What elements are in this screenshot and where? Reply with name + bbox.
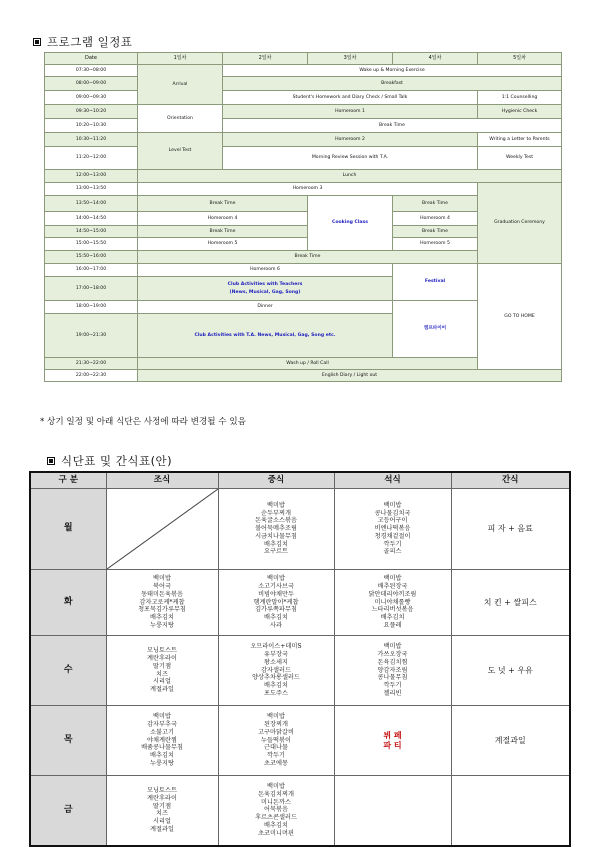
menu-item: 배추김치 (264, 821, 288, 829)
homeroom2-cell: Homeroom 2 (223, 133, 478, 147)
menu-item: 콩나물김치국 (374, 509, 411, 517)
break-time-cell: Break Time (138, 196, 308, 212)
menu-item: 백미밥 (153, 713, 171, 721)
menu-item: 양감자조림 (377, 666, 408, 674)
header-day1: 1일차 (138, 53, 223, 65)
time-cell: 12:00~13:00 (45, 170, 138, 183)
table-row (45, 77, 562, 91)
menu-item: 누룽지탕 (150, 759, 174, 767)
lunch-cell (218, 706, 334, 776)
menu-item: 배추김치 (150, 614, 174, 622)
snack-cell: 치 킨 + 쌀피스 (451, 570, 570, 636)
homeroom5-cell: Homeroom 5 (138, 238, 308, 251)
writing-letter-cell: Writing a Letter to Parents (478, 133, 562, 147)
time-cell: 22:00~22:30 (45, 370, 138, 382)
menu-item: 배쥼콩나물무침 (141, 744, 183, 752)
menu-item: 배추김치 (150, 752, 174, 760)
menu-item: 돈육김치찌개 (258, 790, 294, 798)
time-cell: 08:00~09:00 (45, 77, 138, 91)
menu-item: 요구르트 (264, 548, 288, 556)
table-row (30, 489, 570, 570)
table-row (45, 91, 562, 105)
menu-item: 고등어구이 (377, 517, 408, 525)
menu-item: 젤리빈 (383, 689, 402, 697)
table-row (45, 147, 562, 170)
menu-item: 뷔 페 (383, 729, 402, 740)
wash-up-cell: Wash up / Roll Call (138, 358, 478, 370)
menu-item: 파 티 (383, 739, 402, 750)
arrival-cell: Arrival (138, 65, 223, 105)
break-time-cell: Break Time (223, 119, 562, 133)
menu-item: 감자부추국 (147, 721, 177, 729)
table-row (45, 119, 562, 133)
header-lunch: 중식 (218, 472, 334, 489)
menu-item: 포도주스 (264, 689, 288, 697)
menu-item: 감자고로케*케찹 (139, 598, 185, 606)
menu-item: 미니돈까스 (261, 798, 291, 806)
table-row (45, 170, 562, 183)
homeroom3-cell: Homeroom 3 (138, 183, 478, 196)
menu-item: 골피스 (383, 548, 402, 556)
homework-cell: Student's Homework and Diary Check / Small Talk (223, 91, 478, 105)
menu-item: 양상추차롱샐러드 (252, 674, 300, 682)
breakfast-cell (106, 706, 218, 776)
orientation-cell: Orientation (138, 105, 223, 133)
menu-item: 배추된장국 (377, 583, 408, 591)
table-row (45, 65, 562, 77)
menu-item: 백미밥 (267, 501, 285, 509)
header-breakfast: 조식 (106, 472, 218, 489)
table-row (45, 370, 562, 382)
go-home-cell: GO TO HOME (478, 264, 562, 370)
time-cell: 19:00~21:30 (45, 314, 138, 358)
club-teachers-cell: Club Activities with Teachers (News, Musical, Gag, Song) (138, 277, 393, 301)
menu-item: 고구마닭갈비 (258, 728, 294, 736)
day-cell: 목 (30, 706, 106, 776)
table-row (30, 706, 570, 776)
menu-item: 순두부찌개 (261, 509, 291, 517)
dinner-cell: Dinner (138, 301, 393, 314)
menu-item: 백미밥 (267, 713, 285, 721)
dinner-cell (334, 706, 451, 776)
time-cell: 15:50~16:00 (45, 251, 138, 264)
dinner-cell (334, 489, 451, 570)
menu-item: 백미밥 (383, 643, 402, 651)
menu-item: 오므라이스+데미S (250, 643, 302, 651)
table-row (30, 636, 570, 706)
menu-item: 초코미니머핀 (258, 829, 294, 837)
campfire-cell: 캠프파이어 (393, 301, 478, 358)
homeroom5-cell: Homeroom 5 (393, 238, 478, 251)
menu-item: 동태미돈육볶음 (141, 590, 183, 598)
menu-item: 소고기사브국 (258, 583, 294, 591)
table-row (45, 264, 562, 277)
menu-item: 사과 (270, 621, 282, 629)
diagonal-line (107, 489, 218, 569)
menu-item: 치즈 (156, 810, 168, 818)
cooking-class-cell: Cooking Class (308, 196, 393, 251)
menu-item: 배추김치 (380, 614, 405, 622)
day-cell: 금 (30, 776, 106, 846)
menu-item: 치즈 (156, 670, 168, 678)
schedule-header-row (45, 53, 562, 65)
menu-item: 후르츠콘샐러드 (255, 814, 297, 822)
menu-item: 백미밥 (383, 575, 402, 583)
menu-item: 김가루쪽파무침 (255, 606, 297, 614)
menu-item: 야채계란찜 (147, 736, 177, 744)
menu-item: 백미밥 (383, 501, 402, 509)
menu-item: 계절과일 (150, 825, 174, 833)
menu-item: 깍두기 (383, 540, 402, 548)
lunch-cell (218, 636, 334, 706)
menu-item: 감자샐러드 (261, 666, 291, 674)
lunch-cell (218, 776, 334, 846)
menu-table (29, 471, 571, 847)
snack-cell (451, 776, 570, 846)
menu-item: 돈육김치찜 (377, 658, 408, 666)
table-row (45, 133, 562, 147)
homeroom6-cell: Homeroom 6 (138, 264, 393, 277)
break-time-cell: Break Time (138, 251, 478, 264)
homeroom4-cell: Homeroom 4 (138, 212, 308, 226)
dinner-cell (334, 776, 451, 846)
schedule-note: * 상기 일정 및 아래 식단은 사정에 따라 변경될 수 있음 (40, 417, 246, 427)
menu-item: 깍두기 (383, 682, 402, 690)
menu-item: 배추김치 (264, 614, 288, 622)
header-category: 구 분 (30, 472, 106, 489)
break-time-cell: Break Time (138, 226, 308, 238)
time-cell: 13:00~13:50 (45, 183, 138, 196)
menu-item: 느타리버섯볶음 (371, 606, 414, 614)
square-bullet-icon (47, 457, 55, 465)
time-cell: 14:00~14:50 (45, 212, 138, 226)
menu-item: 백미밥 (153, 575, 171, 583)
day-cell: 월 (30, 489, 106, 570)
menu-item: 계란후라이 (147, 794, 177, 802)
homeroom1-cell: Homeroom 1 (223, 105, 478, 119)
menu-item: 시리얼 (153, 818, 171, 825)
menu-header-row (30, 472, 570, 489)
menu-item: 청경채겉절이 (374, 532, 411, 540)
menu-item: 누들떡볶이 (261, 736, 291, 744)
club-ta-cell: Club Activities with T.A. News, Musical, Gag, Song etc. (138, 314, 393, 358)
day-cell: 수 (30, 636, 106, 706)
menu-item: 누룽지탕 (150, 621, 174, 629)
menu-item: 근대나물 (264, 744, 288, 752)
table-row (45, 105, 562, 119)
menu-item: 미니야채롤빵 (374, 598, 411, 606)
lunch-cell: Lunch (138, 170, 562, 183)
snack-cell: 피 자 + 음료 (451, 489, 570, 570)
breakfast-cell (106, 776, 218, 846)
header-day3: 3일차 (308, 53, 393, 65)
time-cell: 09:30~10:20 (45, 105, 138, 119)
level-test-cell: Level Test (138, 133, 223, 170)
menu-item: 돈육굴소스볶음 (255, 517, 297, 525)
table-row (45, 183, 562, 196)
menu-item: 비엔나떡볶음 (374, 525, 411, 533)
break-time-cell: Break Time (393, 196, 478, 212)
time-cell: 14:50~15:00 (45, 226, 138, 238)
day-cell: 화 (30, 570, 106, 636)
weekly-test-cell: Weekly Test (478, 147, 562, 170)
time-cell: 18:00~19:00 (45, 301, 138, 314)
menu-item: 볼어묵메추조림 (255, 525, 297, 533)
table-row (30, 570, 570, 636)
menu-item: 유부장국 (264, 651, 288, 659)
time-cell: 07:30~08:00 (45, 65, 138, 77)
graduation-cell: Graduation Ceremony (478, 183, 562, 264)
menu-item: 백미밥 (267, 575, 285, 583)
header-day5: 5일차 (478, 53, 562, 65)
menu-item: 딸기잼 (153, 662, 171, 670)
time-cell: 10:20~10:30 (45, 119, 138, 133)
menu-item: 비빔야채만두 (258, 590, 294, 598)
header-snack: 간식 (451, 472, 570, 489)
schedule-table (44, 52, 562, 382)
menu-item: 가쓰오장국 (377, 651, 408, 659)
morning-review-cell: Morning Review Session with T.A. (223, 147, 478, 170)
hygienic-cell: Hygienic Check (478, 105, 562, 119)
wakeup-cell: Wake up & Morning Exercise (223, 65, 562, 77)
menu-item: 햄계란말이*케찹 (253, 598, 299, 606)
breakfast-cell: Breakfast (223, 77, 562, 91)
snack-cell: 도 넛 + 우유 (451, 636, 570, 706)
menu-item: 왕소세지 (264, 658, 288, 666)
menu-item: 모닝토스트 (147, 647, 177, 655)
menu-item: 어묵볶음 (264, 806, 288, 814)
breakfast-cell (106, 636, 218, 706)
dinner-cell (334, 570, 451, 636)
menu-item: 콩나물무침 (377, 674, 408, 682)
time-cell: 11:20~12:00 (45, 147, 138, 170)
menu-item: 시리얼 (153, 678, 171, 686)
menu-item: 시금치나물무침 (255, 532, 297, 540)
time-cell: 21:30~22:00 (45, 358, 138, 370)
menu-title: 식단표 및 간식표(안) (47, 453, 172, 469)
time-cell: 15:00~15:50 (45, 238, 138, 251)
festival-cell: Festival (393, 264, 478, 301)
menu-item: 백미밥 (267, 783, 285, 791)
menu-item: 초코에몽 (264, 759, 288, 767)
menu-item: 북어국 (153, 583, 171, 591)
menu-item: 요플레 (383, 621, 402, 629)
menu-item: 배추김치 (264, 540, 288, 548)
time-cell: 10:30~11:20 (45, 133, 138, 147)
lunch-cell (218, 489, 334, 570)
header-date: Date (45, 53, 138, 65)
breakfast-empty-cell (106, 489, 218, 570)
breakfast-cell (106, 570, 218, 636)
menu-item: 닭안데리야끼조림 (368, 590, 417, 598)
menu-item: 모닝토스트 (147, 787, 177, 794)
schedule-title: 프로그램 일정표 (33, 34, 132, 50)
menu-item: 계란후라이 (147, 655, 177, 662)
menu-item: 계절과일 (150, 686, 174, 693)
menu-item: 소불고기 (150, 728, 174, 736)
square-bullet-icon (33, 38, 41, 46)
header-dinner: 석식 (334, 472, 451, 489)
english-diary-cell: English Diary / Light out (138, 370, 562, 382)
snack-cell: 계절과일 (451, 706, 570, 776)
lunch-cell (218, 570, 334, 636)
counselling-cell: 1:1 Counselling (478, 91, 562, 105)
time-cell: 09:00~09:30 (45, 91, 138, 105)
time-cell: 17:00~18:00 (45, 277, 138, 301)
menu-item: 청포묵김가루무침 (138, 606, 186, 614)
menu-item: 깍두기 (267, 752, 285, 760)
table-row (30, 776, 570, 846)
break-time-cell: Break Time (393, 226, 478, 238)
menu-item: 배추김치 (264, 682, 288, 690)
dinner-cell (334, 636, 451, 706)
header-day4: 4일차 (393, 53, 478, 65)
menu-item: 된장찌개 (264, 721, 288, 729)
homeroom4-cell: Homeroom 4 (393, 212, 478, 226)
time-cell: 16:00~17:00 (45, 264, 138, 277)
time-cell: 13:50~14:00 (45, 196, 138, 212)
menu-item: 딸기잼 (153, 802, 171, 810)
header-day2: 2일차 (223, 53, 308, 65)
